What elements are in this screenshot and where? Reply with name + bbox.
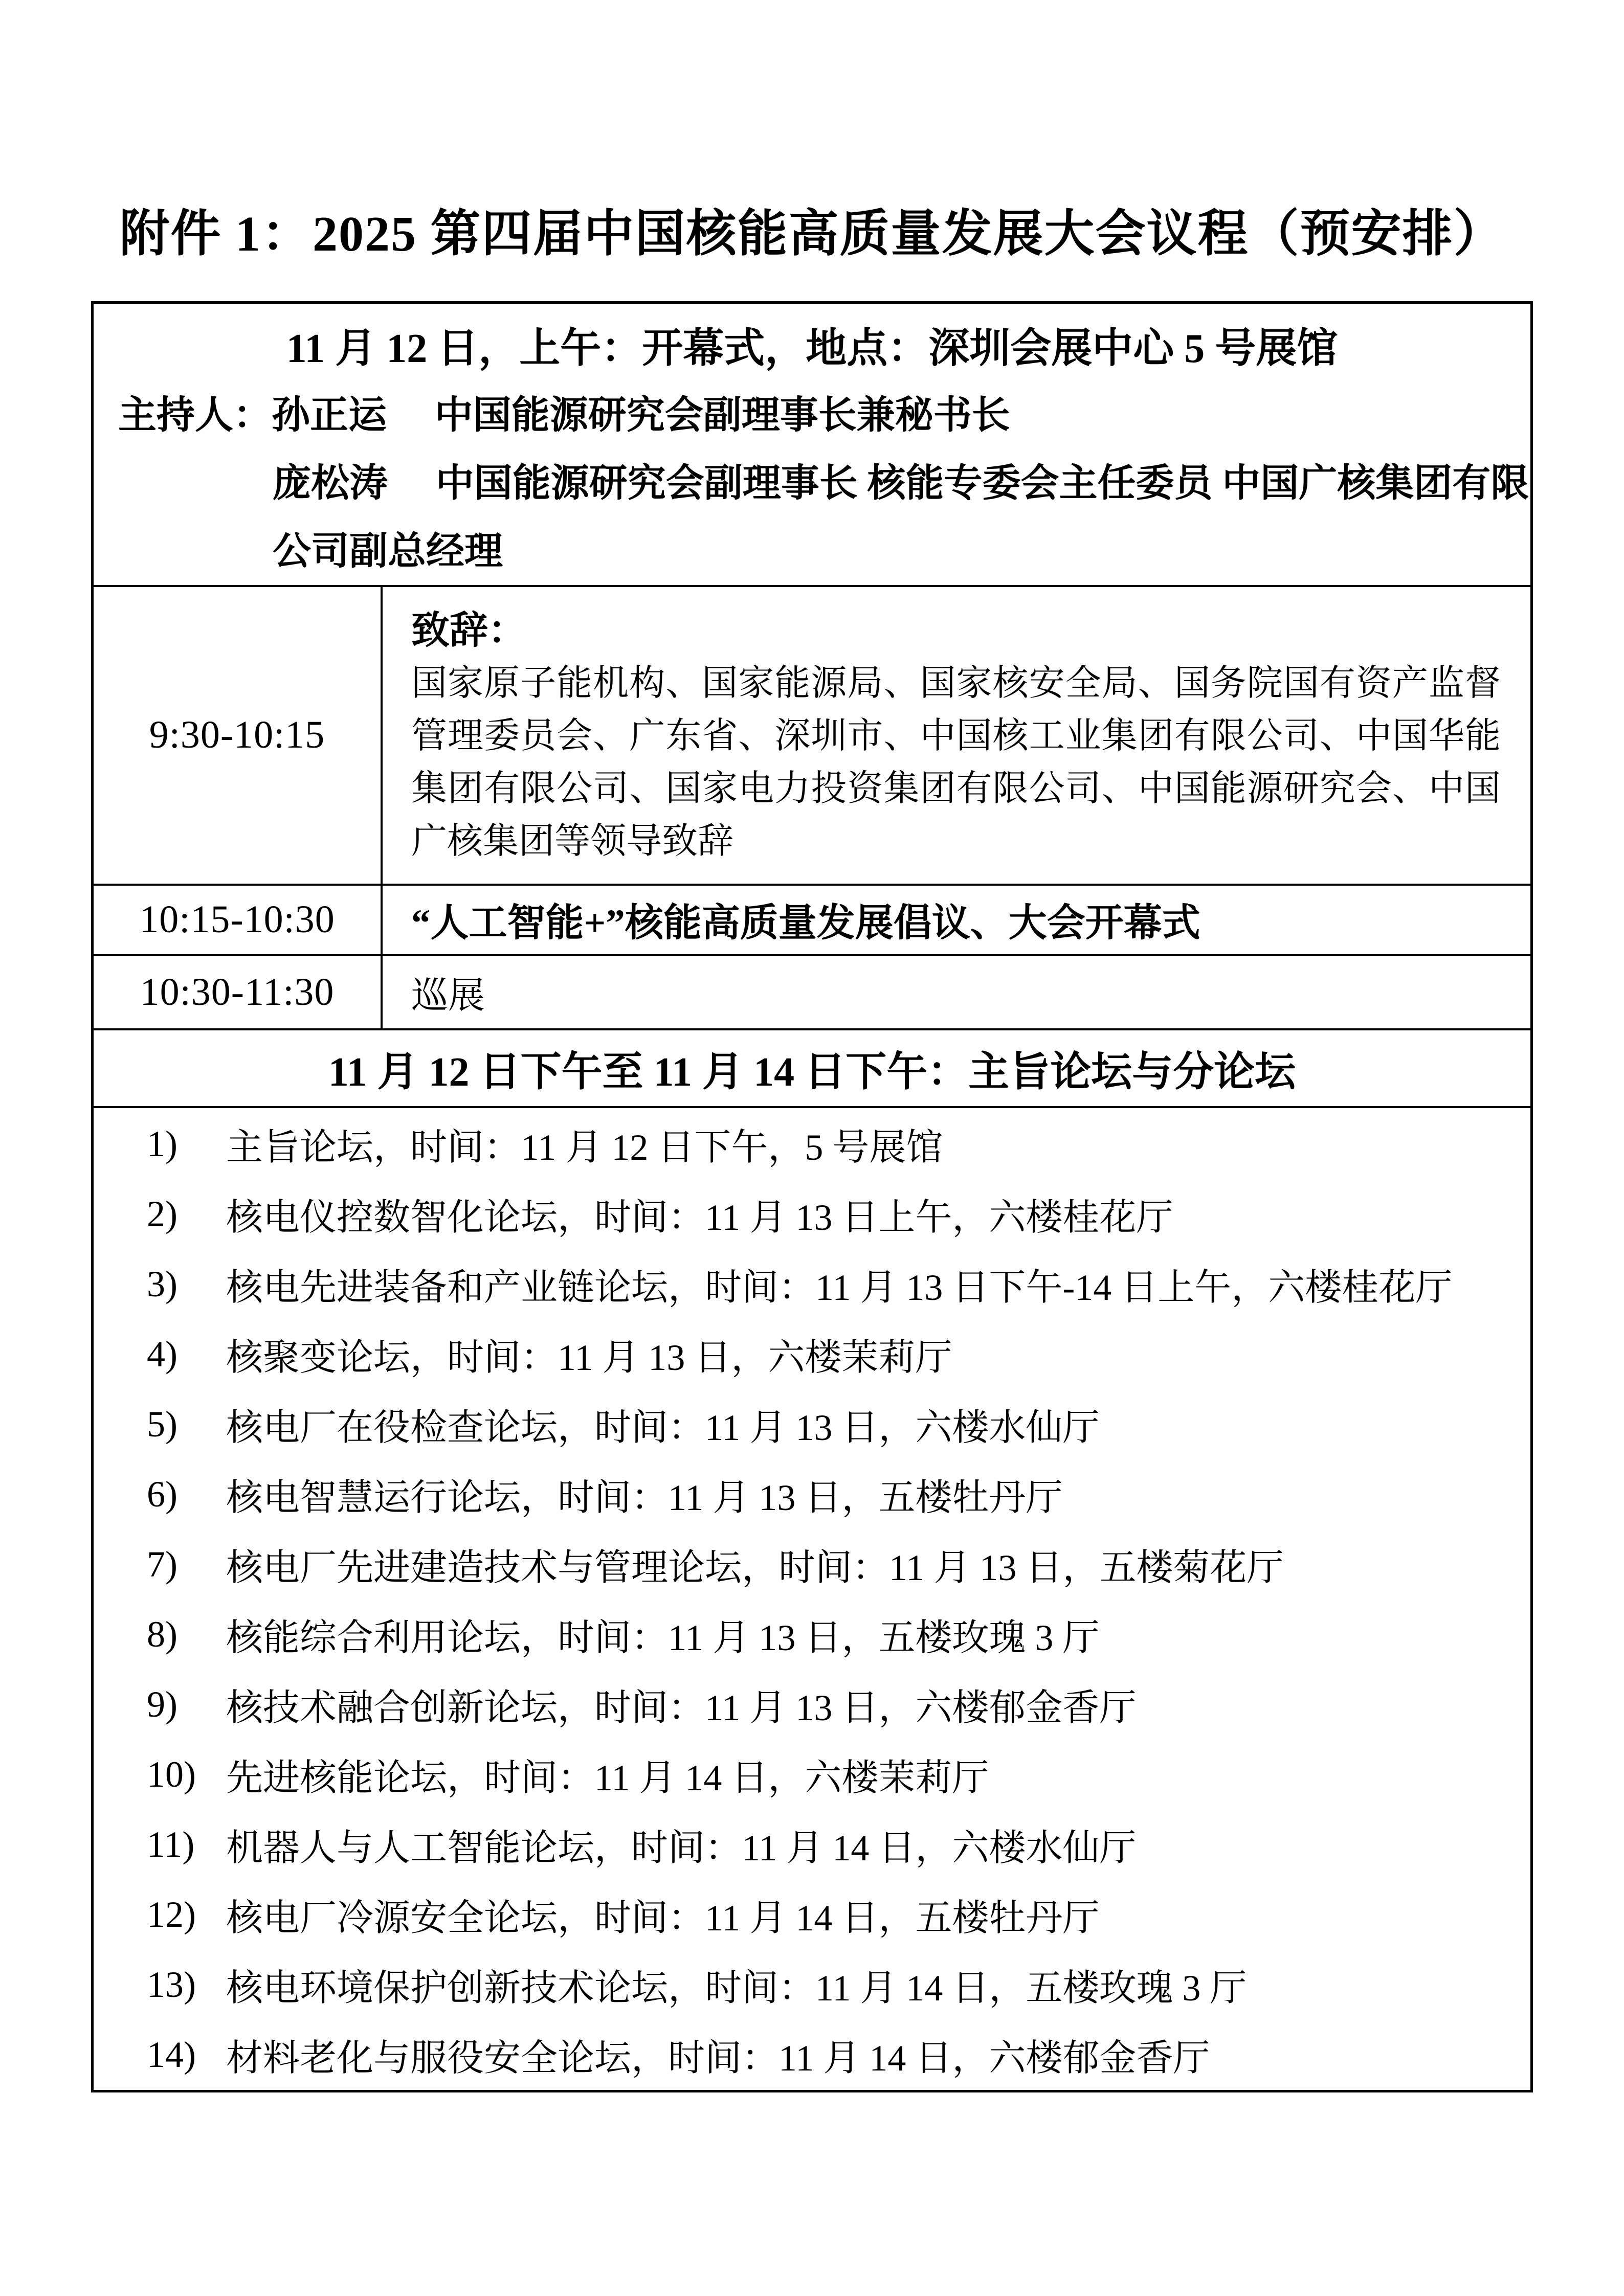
opening-session-header: 11 月 12 日，上午：开幕式，地点：深圳会展中心 5 号展馆 — [286, 326, 1338, 371]
forum-item-number: 2) — [147, 1193, 177, 1234]
section-header-row: 11 月 12 日下午至 11 月 14 日下午：主旨论坛与分论坛 — [94, 1030, 1530, 1108]
agenda-row-proposal — [94, 886, 1530, 956]
forum-item-text: 主旨论坛，时间：11 月 12 日下午，5 号展馆 — [226, 1127, 943, 1168]
page-title: 附件 1：2025 第四届中国核能高质量发展大会议程（预安排） — [119, 207, 1505, 262]
forum-item-number: 14) — [147, 2034, 196, 2075]
forum-item-number: 3) — [147, 1263, 177, 1304]
forum-item-number: 9) — [147, 1683, 177, 1725]
forum-item-text: 核技术融合创新论坛，时间：11 月 13 日，六楼郁金香厅 — [226, 1687, 1137, 1729]
opening-session-row — [94, 304, 1530, 587]
forum-item — [94, 1880, 1530, 1950]
forum-item — [94, 1389, 1530, 1459]
forum-item-number: 13) — [147, 1964, 196, 2005]
forum-item-number: 7) — [147, 1543, 177, 1585]
forum-item-number: 10) — [147, 1753, 196, 1795]
speech-text: 国家原子能机构、国家能源局、国家核安全局、国务院国有资产监督管理委员会、广东省、深圳市、中国核工业集团有限公司、中国华能集团有限公司、国家电力投资集团有限公司、中国能源研究会、中国广核集团等领导致辞 — [411, 663, 1501, 861]
forum-item-text: 核电环境保护创新技术论坛，时间：11 月 14 日，五楼玫瑰 3 厅 — [226, 1968, 1247, 2009]
forum-item-number: 12) — [147, 1894, 196, 1935]
forum-item — [94, 1319, 1530, 1389]
forum-item — [94, 2020, 1530, 2090]
forum-item-text: 核电仪控数智化论坛，时间：11 月 13 日上午，六楼桂花厅 — [226, 1197, 1173, 1239]
speech-label: 致辞： — [411, 609, 527, 652]
exhibition-tour-text: 巡展 — [411, 975, 485, 1017]
forum-item — [94, 1459, 1530, 1529]
host-line-1: 主持人：孙正运 中国能源研究会副理事长兼秘书长 — [118, 394, 1010, 437]
forum-item — [94, 1600, 1530, 1670]
proposal-text: “人工智能+”核能高质量发展倡议、大会开幕式 — [411, 902, 1200, 945]
forum-item-number: 6) — [147, 1473, 177, 1515]
time-cell: 9:30-10:15 — [94, 587, 383, 884]
forum-item — [94, 1179, 1530, 1249]
forum-item — [94, 1670, 1530, 1740]
forum-item-number: 5) — [147, 1403, 177, 1445]
forum-item — [94, 1529, 1530, 1600]
forum-item-text: 核电厂先进建造技术与管理论坛，时间：11 月 13 日，五楼菊花厅 — [226, 1547, 1284, 1589]
forum-item — [94, 1109, 1530, 1179]
time-cell: 10:15-10:30 — [94, 886, 383, 954]
forum-item — [94, 1810, 1530, 1880]
forum-item-text: 材料老化与服役安全论坛，时间：11 月 14 日，六楼郁金香厅 — [226, 2038, 1210, 2079]
forum-item-number: 8) — [147, 1613, 177, 1655]
forum-item-number: 4) — [147, 1333, 177, 1375]
forum-item-text: 核电先进装备和产业链论坛，时间：11 月 13 日下午-14 日上午，六楼桂花厅 — [226, 1267, 1453, 1309]
forum-item-text: 核能综合利用论坛，时间：11 月 13 日，五楼玫瑰 3 厅 — [226, 1617, 1100, 1659]
speech-content-cell — [383, 587, 1530, 884]
host-line-2: 庞松涛 中国能源研究会副理事长 核能专委会主任委员 中国广核集团有限 — [273, 462, 1529, 505]
forum-item-text: 核聚变论坛，时间：11 月 13 日，六楼茉莉厅 — [226, 1337, 952, 1379]
forum-item — [94, 1249, 1530, 1319]
forum-item — [94, 1950, 1530, 2020]
agenda-row-speeches — [94, 587, 1530, 886]
forum-item-text: 先进核能论坛，时间：11 月 14 日，六楼茉莉厅 — [226, 1758, 989, 1799]
forum-item-text: 核电厂在役检查论坛，时间：11 月 13 日，六楼水仙厅 — [226, 1407, 1100, 1449]
agenda-table — [91, 301, 1533, 2092]
agenda-row-exhibition-tour — [94, 956, 1530, 1030]
forum-item-text: 核电智慧运行论坛，时间：11 月 13 日，五楼牡丹厅 — [226, 1477, 1063, 1519]
host-block — [94, 381, 1530, 586]
forum-item — [94, 1740, 1530, 1810]
forum-item-text: 核电厂冷源安全论坛，时间：11 月 14 日，五楼牡丹厅 — [226, 1898, 1100, 1939]
forum-item-number: 11) — [147, 1824, 195, 1865]
forum-item-number: 1) — [147, 1123, 177, 1164]
forum-list — [94, 1108, 1530, 2090]
forum-item-text: 机器人与人工智能论坛，时间：11 月 14 日，六楼水仙厅 — [226, 1828, 1137, 1869]
host-line-3: 公司副总经理 — [273, 530, 503, 573]
time-cell: 10:30-11:30 — [94, 956, 383, 1028]
